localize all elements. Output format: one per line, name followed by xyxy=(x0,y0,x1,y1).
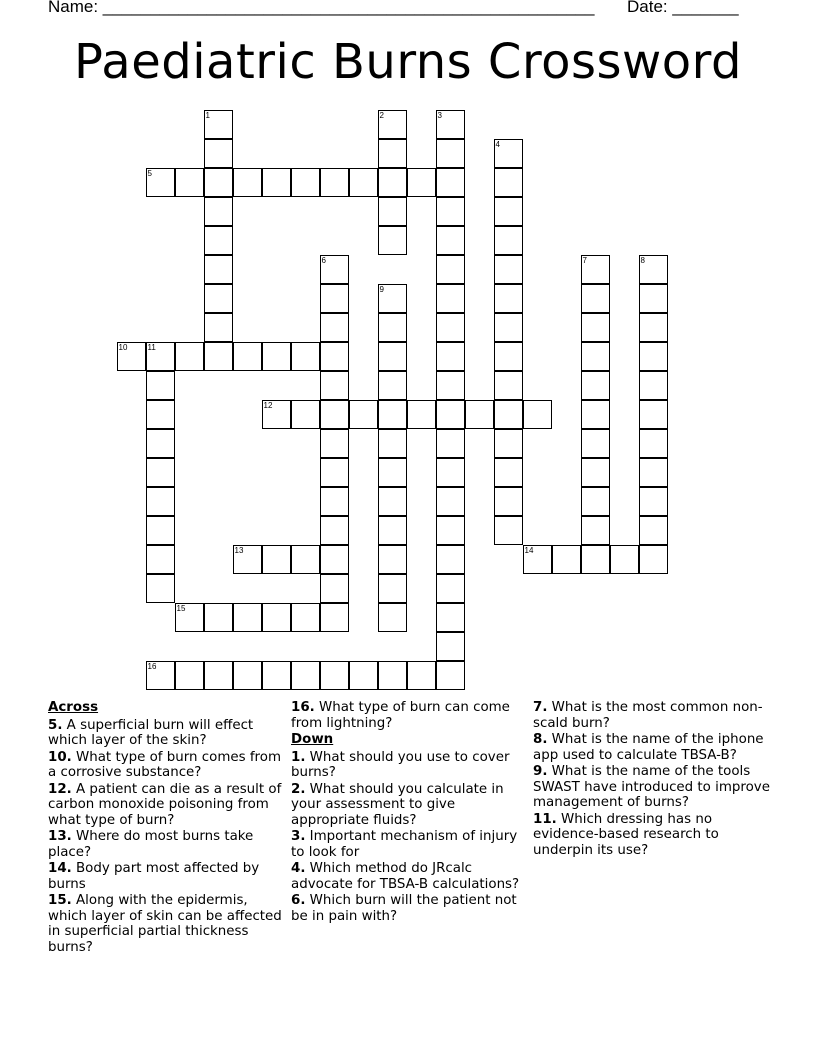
grid-cell[interactable] xyxy=(320,255,349,284)
grid-cell[interactable] xyxy=(581,400,610,429)
grid-cell[interactable] xyxy=(146,371,175,400)
grid-cell[interactable] xyxy=(378,545,407,574)
grid-cell[interactable] xyxy=(581,255,610,284)
clue-across-14: 14. Body part most affected by burns xyxy=(48,861,260,892)
grid-cell[interactable] xyxy=(146,516,175,545)
clue-down-3: 3. Important mechanism of injury to look for xyxy=(291,829,518,860)
grid-cell[interactable] xyxy=(494,313,523,342)
grid-cell[interactable] xyxy=(320,603,349,632)
grid-cell[interactable] xyxy=(494,429,523,458)
grid-cell[interactable] xyxy=(204,661,233,690)
grid-cell[interactable] xyxy=(436,226,465,255)
grid-cell[interactable] xyxy=(378,342,407,371)
grid-cell[interactable] xyxy=(204,342,233,371)
grid-cell[interactable] xyxy=(465,400,494,429)
clue-number: 7 xyxy=(582,255,587,265)
grid-cell[interactable] xyxy=(378,284,407,313)
grid-cell[interactable] xyxy=(204,197,233,226)
grid-cell[interactable] xyxy=(639,487,668,516)
grid-cell[interactable] xyxy=(117,342,146,371)
grid-cell[interactable] xyxy=(320,458,349,487)
clue-number: 8 xyxy=(640,255,645,265)
grid-cell[interactable] xyxy=(407,661,436,690)
grid-cell[interactable] xyxy=(146,400,175,429)
grid-cell[interactable] xyxy=(146,429,175,458)
grid-cell[interactable] xyxy=(581,487,610,516)
grid-cell[interactable] xyxy=(639,313,668,342)
grid-cell[interactable] xyxy=(378,226,407,255)
clue-number: 4 xyxy=(495,139,500,149)
clue-down-1: 1. What should you use to cover burns? xyxy=(291,749,510,780)
grid-cell[interactable] xyxy=(494,487,523,516)
grid-cell[interactable] xyxy=(146,661,175,690)
clue-down-6: 6. Which burn will the patient not be in pain with? xyxy=(291,893,517,924)
grid-cell[interactable] xyxy=(204,168,233,197)
grid-cell[interactable] xyxy=(349,400,378,429)
grid-cell[interactable] xyxy=(204,255,233,284)
grid-cell[interactable] xyxy=(291,603,320,632)
grid-cell[interactable] xyxy=(146,342,175,371)
clue-down-11: 11. Which dressing has no evidence-based research to underpin its use? xyxy=(533,811,719,858)
grid-cell[interactable] xyxy=(291,545,320,574)
grid-cell[interactable] xyxy=(581,342,610,371)
grid-cell[interactable] xyxy=(523,545,552,574)
grid-cell[interactable] xyxy=(378,516,407,545)
grid-cell[interactable] xyxy=(436,284,465,313)
grid-cell[interactable] xyxy=(233,168,262,197)
grid-cell[interactable] xyxy=(581,284,610,313)
clue-number: 16 xyxy=(147,661,157,671)
grid-cell[interactable] xyxy=(233,342,262,371)
grid-cell[interactable] xyxy=(378,139,407,168)
grid-cell[interactable] xyxy=(639,342,668,371)
grid-cell[interactable] xyxy=(378,661,407,690)
grid-cell[interactable] xyxy=(639,429,668,458)
clues-column-3 xyxy=(533,700,773,859)
grid-cell[interactable] xyxy=(436,197,465,226)
clue-down-2: 2. What should you calculate in your assessment to give appropriate fluids? xyxy=(291,781,504,828)
clue-number: 3 xyxy=(437,110,442,120)
grid-cell[interactable] xyxy=(436,661,465,690)
grid-cell[interactable] xyxy=(639,516,668,545)
grid-cell[interactable] xyxy=(378,110,407,139)
clue-number: 5 xyxy=(147,168,152,178)
clue-number: 10 xyxy=(118,342,128,352)
grid-cell[interactable] xyxy=(581,429,610,458)
down-heading: Down xyxy=(291,732,334,747)
grid-cell[interactable] xyxy=(378,313,407,342)
grid-cell[interactable] xyxy=(494,168,523,197)
clues-column-1 xyxy=(48,700,288,956)
clue-down-9: 9. What is the name of the tools SWAST have introduced to improve management of burns? xyxy=(533,764,770,810)
grid-cell[interactable] xyxy=(639,371,668,400)
grid-cell[interactable] xyxy=(639,545,668,574)
clue-number: 6 xyxy=(321,255,326,265)
clue-across-15: 15. Along with the epidermis, which layer of skin can be affected in superficial partial thickness burns? xyxy=(48,893,282,955)
grid-cell[interactable] xyxy=(291,168,320,197)
grid-cell[interactable] xyxy=(436,429,465,458)
grid-cell[interactable] xyxy=(494,197,523,226)
clue-down-4: 4. Which method do JRcalc advocate for TBSA-B calculations? xyxy=(291,861,520,892)
clue-number: 15 xyxy=(176,603,186,613)
grid-cell[interactable] xyxy=(320,168,349,197)
grid-cell[interactable] xyxy=(378,603,407,632)
grid-cell[interactable] xyxy=(320,661,349,690)
grid-cell[interactable] xyxy=(291,661,320,690)
clue-down-8: 8. What is the name of the iphone app used to calculate TBSA-B? xyxy=(533,732,764,763)
clue-number: 1 xyxy=(205,110,210,120)
clue-across-5: 5. A superficial burn will effect which layer of the skin? xyxy=(48,717,254,748)
grid-cell[interactable] xyxy=(204,284,233,313)
grid-cell[interactable] xyxy=(320,516,349,545)
clue-down-7: 7. What is the most common non-scald burn? xyxy=(533,700,763,731)
grid-cell[interactable] xyxy=(204,313,233,342)
grid-cell[interactable] xyxy=(407,400,436,429)
clue-number: 13 xyxy=(234,545,244,555)
grid-cell[interactable] xyxy=(494,400,523,429)
grid-cell[interactable] xyxy=(494,255,523,284)
grid-cell[interactable] xyxy=(262,400,291,429)
grid-cell[interactable] xyxy=(233,661,262,690)
grid-cell[interactable] xyxy=(291,342,320,371)
grid-cell[interactable] xyxy=(146,487,175,516)
grid-cell[interactable] xyxy=(146,458,175,487)
grid-cell[interactable] xyxy=(378,487,407,516)
grid-cell[interactable] xyxy=(349,168,378,197)
grid-cell[interactable] xyxy=(320,429,349,458)
grid-cell[interactable] xyxy=(204,110,233,139)
grid-cell[interactable] xyxy=(320,574,349,603)
grid-cell[interactable] xyxy=(610,545,639,574)
grid-cell[interactable] xyxy=(436,545,465,574)
grid-cell[interactable] xyxy=(291,400,320,429)
across-heading: Across xyxy=(48,700,99,715)
grid-cell[interactable] xyxy=(262,603,291,632)
grid-cell[interactable] xyxy=(494,284,523,313)
grid-cell[interactable] xyxy=(494,226,523,255)
grid-cell[interactable] xyxy=(233,545,262,574)
grid-cell[interactable] xyxy=(349,661,378,690)
grid-cell[interactable] xyxy=(320,284,349,313)
grid-cell[interactable] xyxy=(436,139,465,168)
grid-cell[interactable] xyxy=(204,226,233,255)
grid-cell[interactable] xyxy=(175,603,204,632)
grid-cell[interactable] xyxy=(436,110,465,139)
grid-cell[interactable] xyxy=(581,516,610,545)
grid-cell[interactable] xyxy=(175,342,204,371)
grid-cell[interactable] xyxy=(494,139,523,168)
grid-cell[interactable] xyxy=(378,371,407,400)
grid-cell[interactable] xyxy=(436,603,465,632)
grid-cell[interactable] xyxy=(146,545,175,574)
clue-across-12: 12. A patient can die as a result of carbon monoxide poisoning from what type of burn? xyxy=(48,781,282,828)
grid-cell[interactable] xyxy=(581,371,610,400)
clues-column-2 xyxy=(291,700,531,925)
grid-cell[interactable] xyxy=(436,255,465,284)
clue-number: 2 xyxy=(379,110,384,120)
grid-cell[interactable] xyxy=(436,342,465,371)
grid-cell[interactable] xyxy=(494,458,523,487)
grid-cell[interactable] xyxy=(378,400,407,429)
clue-number: 11 xyxy=(147,342,156,352)
grid-cell[interactable] xyxy=(436,400,465,429)
page-title: Paediatric Burns Crossword xyxy=(74,34,742,90)
grid-cell[interactable] xyxy=(436,313,465,342)
grid-cell[interactable] xyxy=(436,487,465,516)
grid-cell[interactable] xyxy=(639,284,668,313)
grid-cell[interactable] xyxy=(146,168,175,197)
grid-cell[interactable] xyxy=(320,487,349,516)
grid-cell[interactable] xyxy=(639,255,668,284)
grid-cell[interactable] xyxy=(436,574,465,603)
clue-across-10: 10. What type of burn comes from a corrosive substance? xyxy=(48,749,282,780)
grid-cell[interactable] xyxy=(436,458,465,487)
grid-cell[interactable] xyxy=(436,516,465,545)
grid-cell[interactable] xyxy=(581,545,610,574)
grid-cell[interactable] xyxy=(146,574,175,603)
grid-cell[interactable] xyxy=(320,400,349,429)
grid-cell[interactable] xyxy=(494,516,523,545)
clue-across-13: 13. Where do most burns take place? xyxy=(48,829,254,860)
grid-cell[interactable] xyxy=(378,574,407,603)
grid-cell[interactable] xyxy=(262,168,291,197)
grid-cell[interactable] xyxy=(204,139,233,168)
grid-cell[interactable] xyxy=(262,661,291,690)
grid-cell[interactable] xyxy=(320,371,349,400)
grid-cell[interactable] xyxy=(378,458,407,487)
grid-cell[interactable] xyxy=(175,168,204,197)
grid-cell[interactable] xyxy=(320,342,349,371)
grid-cell[interactable] xyxy=(639,458,668,487)
grid-cell[interactable] xyxy=(204,603,233,632)
grid-cell[interactable] xyxy=(262,545,291,574)
grid-cell[interactable] xyxy=(436,632,465,661)
grid-cell[interactable] xyxy=(552,545,581,574)
grid-cell[interactable] xyxy=(320,545,349,574)
grid-cell[interactable] xyxy=(262,342,291,371)
grid-cell[interactable] xyxy=(436,168,465,197)
grid-cell[interactable] xyxy=(378,168,407,197)
clue-across-16: 16. What type of burn can come from lightning? xyxy=(291,700,510,731)
name-field[interactable]: Name: ____________________________________________________ xyxy=(48,0,595,16)
grid-cell[interactable] xyxy=(494,342,523,371)
grid-cell[interactable] xyxy=(639,400,668,429)
grid-cell[interactable] xyxy=(581,313,610,342)
grid-cell[interactable] xyxy=(175,661,204,690)
clue-number: 14 xyxy=(524,545,534,555)
grid-cell[interactable] xyxy=(581,458,610,487)
grid-cell[interactable] xyxy=(407,168,436,197)
grid-cell[interactable] xyxy=(378,197,407,226)
grid-cell[interactable] xyxy=(233,603,262,632)
clue-number: 9 xyxy=(379,284,384,294)
grid-cell[interactable] xyxy=(523,400,552,429)
grid-cell[interactable] xyxy=(436,371,465,400)
date-field[interactable]: Date: _______ xyxy=(627,0,739,16)
grid-cell[interactable] xyxy=(494,371,523,400)
clue-number: 12 xyxy=(263,400,273,410)
grid-cell[interactable] xyxy=(378,429,407,458)
grid-cell[interactable] xyxy=(320,313,349,342)
